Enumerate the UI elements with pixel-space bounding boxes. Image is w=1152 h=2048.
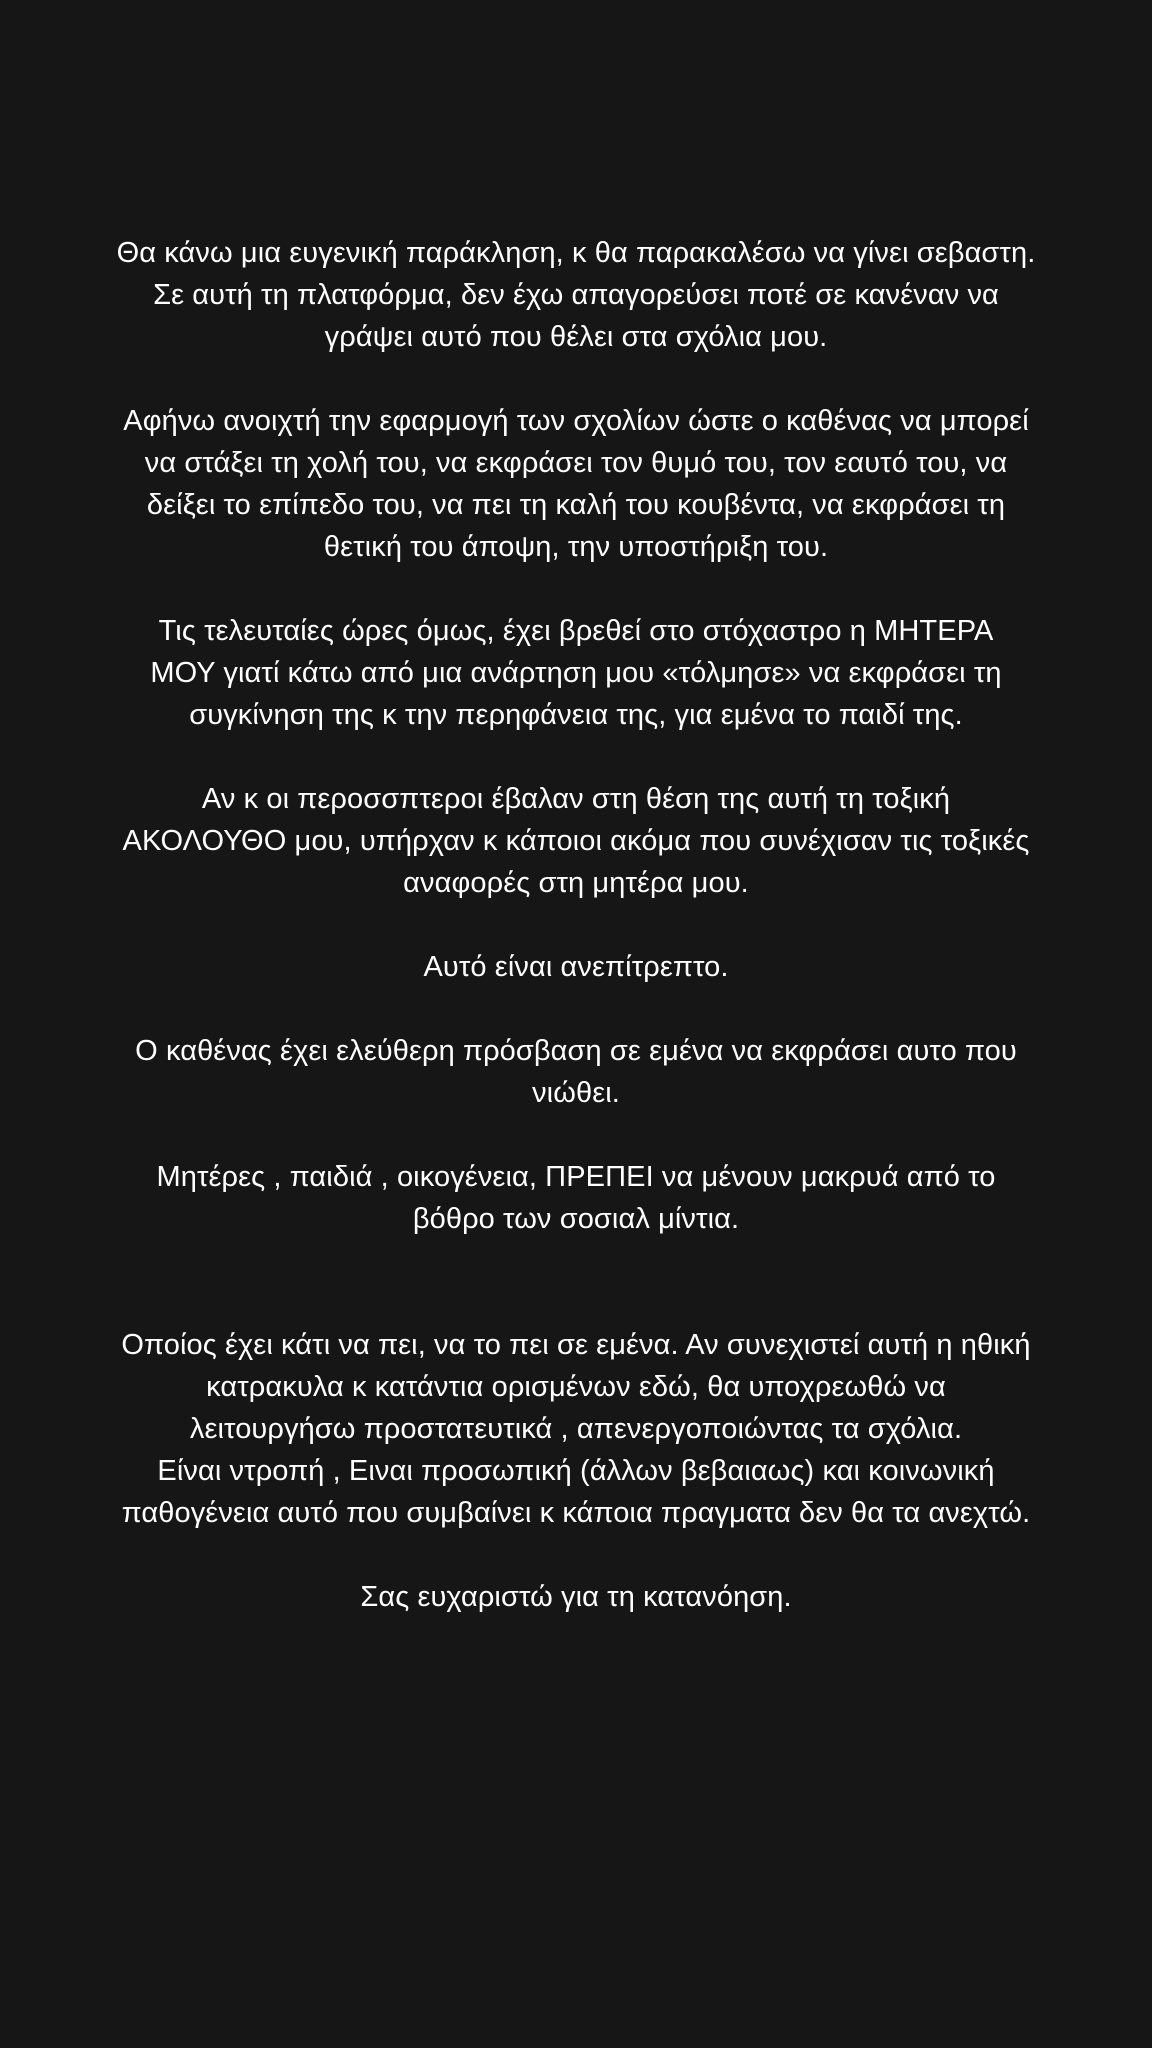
paragraph-warning [56,1324,1096,1534]
text-line: Αφήνω ανοιχτή την εφαρμογή των σχολίων ώστε ο καθένας να μπορεί [123,405,1029,437]
paragraph-spacer [56,904,1096,946]
text-line: δείξει το επίπεδο του, να πει τη καλή του κουβέντα, να εκφράσει τη [146,489,1006,521]
text-line: Θα κάνω μια ευγενική παράκληση, κ θα παρακαλέσω να γίνει σεβαστη. [116,237,1036,269]
text-line: κατρακυλα κ κατάντια ορισμένων εδώ, θα υποχρεωθώ να [206,1371,946,1403]
text-line: να στάξει τη χολή του, να εκφράσει τον θυμό του, τον εαυτό του, να [144,447,1008,479]
text-line: Σε αυτή τη πλατφόρμα, δεν έχω απαγορεύσει ποτέ σε κανέναν να [153,279,999,311]
text-line: ΑΚΟΛΟΥΘΟ μου, υπήρχαν κ κάποιοι ακόμα που συνέχισαν τις τοξικές [122,825,1030,857]
paragraph-toxic-follower [56,778,1096,904]
text-line: Οποίος έχει κάτι να πει, να το πει σε εμένα. Αν συνεχιστεί αυτή η ηθική [121,1329,1031,1361]
text-line: βόθρο των σοσιαλ μίντια. [412,1203,740,1235]
paragraph-spacer [56,1114,1096,1156]
text-line: Αν κ οι περοσσπτεροι έβαλαν στη θέση της αυτή τη τοξική [201,783,951,815]
paragraph-spacer [56,736,1096,778]
text-line: Αυτό είναι ανεπίτρεπτο. [423,951,729,983]
text-line: θετική του άποψη, την υποστήριξη του. [323,531,829,563]
text-line: λειτουργήσω προστατευτικά , απενεργοποιώντας τα σχόλια. [189,1413,963,1445]
paragraph-mother [56,610,1096,736]
text-line: Μητέρες , παιδιά , οικογένεια, ΠΡΕΠΕΙ να μένουν μακρυά από το [156,1161,996,1193]
text-line: παθογένεια αυτό που συμβαίνει κ κάποια πραγματα δεν θα τα ανεχτώ. [121,1497,1031,1529]
text-line: Σας ευχαριστώ για τη κατανόηση. [360,1581,792,1613]
text-line: συγκίνηση της κ την περηφάνεια της, για εμένα το παιδί της. [189,699,963,731]
text-line: αναφορές στη μητέρα μου. [403,867,749,899]
text-line: νιώθει. [532,1077,620,1109]
paragraph-spacer [56,358,1096,400]
text-line: ΜΟΥ γιατί κάτω από μια ανάρτηση μου «τόλμησε» να εκφράσει τη [150,657,1002,689]
paragraph-spacer [56,988,1096,1030]
text-line: Είναι ντροπή , Ειναι προσωπική (άλλων βεβαιαως) και κοινωνική [157,1455,995,1487]
text-line: Ο καθένας έχει ελεύθερη πρόσβαση σε εμένα να εκφράσει αυτο που [135,1035,1017,1067]
paragraph-spacer [56,1240,1096,1324]
paragraph-family [56,1156,1096,1240]
paragraph-free-access [56,1030,1096,1114]
text-line: Τις τελευταίες ώρες όμως, έχει βρεθεί στο στόχαστρο η ΜΗΤΕΡΑ [158,615,994,647]
paragraph-unacceptable [56,946,1096,988]
story-text [56,232,1096,1618]
text-line: γράψει αυτό που θέλει στα σχόλια μου. [324,321,828,353]
paragraph-spacer [56,568,1096,610]
paragraph-request [56,232,1096,358]
paragraph-thanks [56,1576,1096,1618]
paragraph-comments-open [56,400,1096,568]
paragraph-spacer [56,1534,1096,1576]
